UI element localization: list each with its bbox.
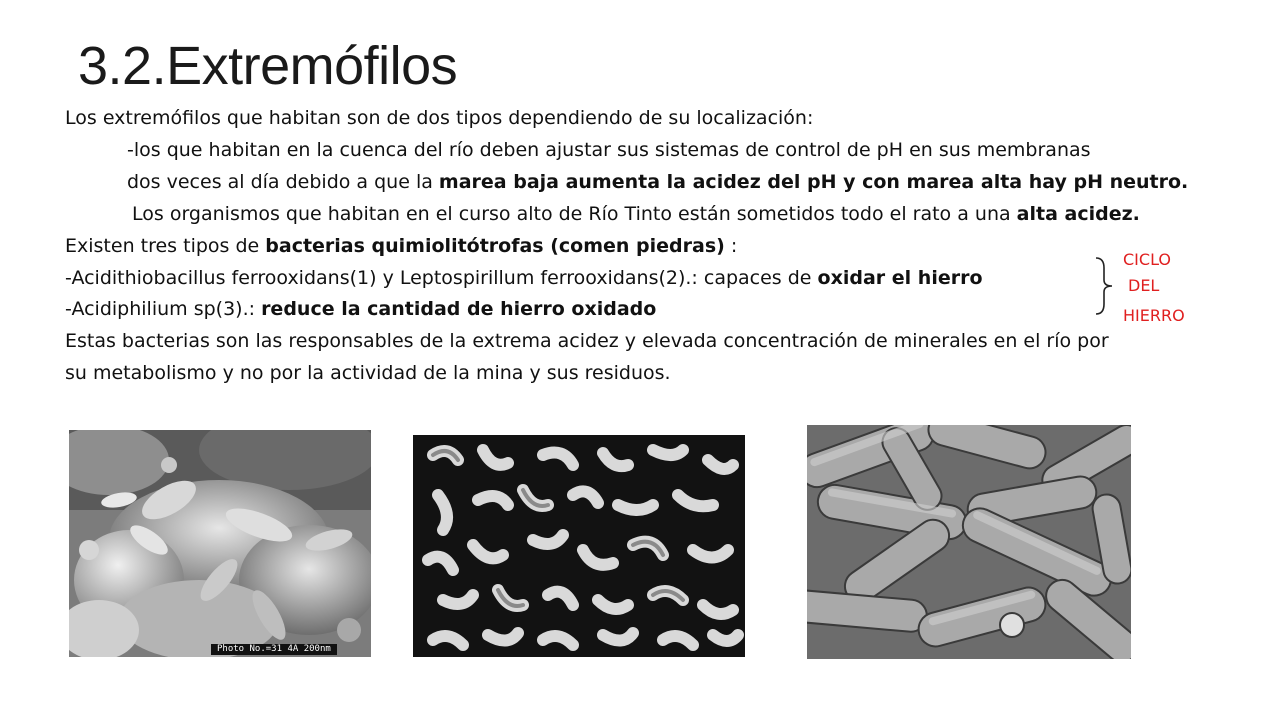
sem-photo-rod-bacteria bbox=[807, 425, 1131, 659]
iron-cycle-label-line-3: HIERRO bbox=[1123, 306, 1185, 325]
bacteria-types-text bbox=[65, 234, 737, 258]
intro-text: Los extremófilos que habitan son de dos tipos dependiendo de su localización: bbox=[65, 107, 814, 129]
basin-text-line-2 bbox=[127, 170, 1188, 194]
bacteria-types-plain: Existen tres tipos de bbox=[65, 235, 266, 257]
bacteria-item-1-plain: -Acidithiobacillus ferrooxidans(1) y Leptospirillum ferrooxidans(2).: capaces de bbox=[65, 267, 818, 289]
high-acidity-highlight: alta acidez. bbox=[1016, 203, 1140, 225]
photo-scale-caption: Photo No.=31 4A 200nm bbox=[211, 644, 337, 655]
bacteria-item-1 bbox=[65, 266, 983, 290]
basin-text-plain: dos veces al día debido a que la bbox=[127, 171, 439, 193]
tide-acidity-highlight: marea baja aumenta la acidez del pH y con marea alta hay pH neutro. bbox=[438, 171, 1189, 193]
basin-text-line-1: -los que habitan en la cuenca del río deben ajustar sus sistemas de control de pH en sus membranas bbox=[127, 139, 1091, 161]
iron-cycle-label-line-1: CICLO bbox=[1123, 250, 1171, 269]
upper-course-text bbox=[132, 202, 1140, 226]
conclusion-line-1: Estas bacterias son las responsables de la extrema acidez y elevada concentración de minerales en el río por bbox=[65, 330, 1109, 352]
bacteria-item-2-plain: -Acidiphilium sp(3).: bbox=[65, 298, 262, 320]
slide-title: 3.2.Extremófilos bbox=[78, 36, 458, 96]
oxidize-iron-highlight: oxidar el hierro bbox=[817, 267, 983, 289]
reduce-iron-highlight: reduce la cantidad de hierro oxidado bbox=[261, 298, 657, 320]
iron-cycle-label-line-2: DEL bbox=[1128, 276, 1160, 295]
sem-photo-mineral-bacteria bbox=[69, 430, 371, 657]
bacteria-item-2 bbox=[65, 297, 656, 321]
sem-photo-curved-bacteria bbox=[413, 435, 745, 657]
bacteria-types-colon: : bbox=[724, 235, 738, 257]
conclusion-line-2: su metabolismo y no por la actividad de la mina y sus residuos. bbox=[65, 362, 671, 384]
curly-brace-icon bbox=[1094, 256, 1116, 316]
upper-course-plain: Los organismos que habitan en el curso alto de Río Tinto están sometidos todo el rato a una bbox=[132, 203, 1017, 225]
chemolithotroph-highlight: bacterias quimiolitótrofas (comen piedras) bbox=[265, 235, 725, 257]
